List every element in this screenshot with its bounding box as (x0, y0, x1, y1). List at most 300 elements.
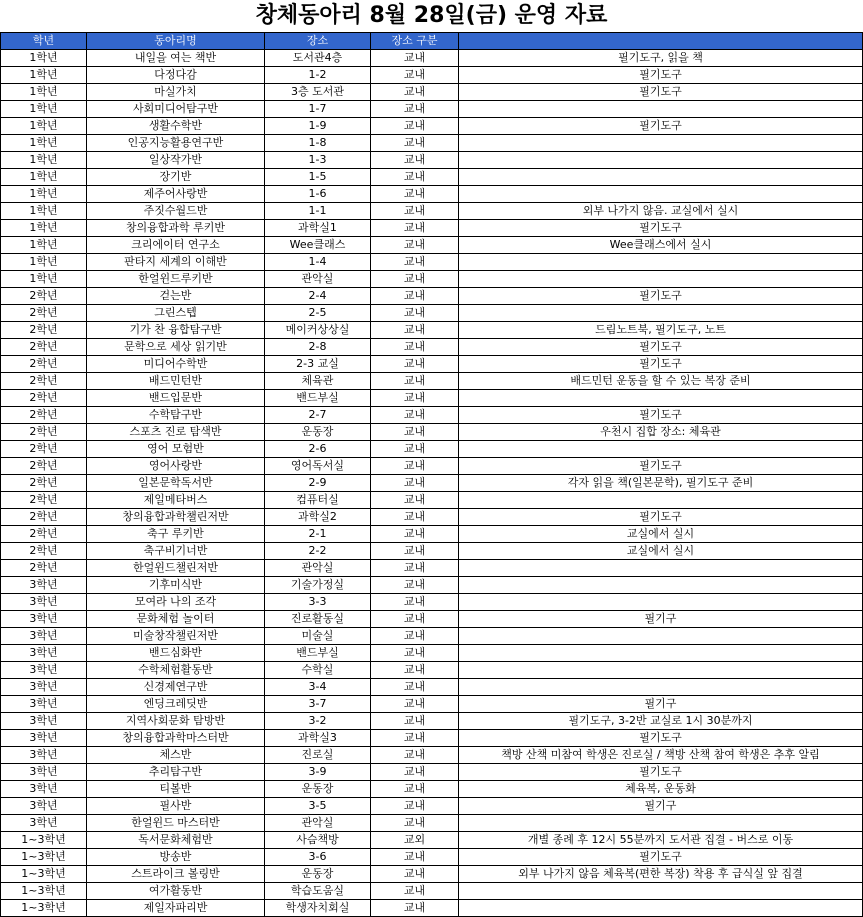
cell-notes[interactable]: 필기도구 (459, 67, 863, 84)
cell-grade[interactable]: 2학년 (1, 492, 87, 509)
table-row (1, 526, 863, 543)
cell-location[interactable]: 1-1 (265, 203, 371, 220)
cell-club-name[interactable]: 모여라 나의 조각 (87, 594, 265, 611)
cell-location-type[interactable]: 교내 (371, 764, 459, 781)
cell-club-name[interactable]: 인공지능활용연구반 (87, 135, 265, 152)
cell-notes[interactable] (459, 662, 863, 679)
cell-club-name[interactable]: 생활수학반 (87, 118, 265, 135)
cell-notes[interactable]: 드림노트북, 필기도구, 노트 (459, 322, 863, 339)
cell-grade[interactable]: 3학년 (1, 696, 87, 713)
cell-location[interactable]: 1-2 (265, 67, 371, 84)
table-row (1, 543, 863, 560)
cell-notes[interactable] (459, 679, 863, 696)
cell-location-type[interactable]: 교내 (371, 220, 459, 237)
cell-location-type[interactable]: 교내 (371, 560, 459, 577)
cell-club-name[interactable]: 마실가치 (87, 84, 265, 101)
cell-club-name[interactable]: 축구비기너반 (87, 543, 265, 560)
cell-notes[interactable]: 책방 산책 미참여 학생은 진로실 / 책방 산책 참여 학생은 추후 알림 (459, 747, 863, 764)
cell-location[interactable]: 3-4 (265, 679, 371, 696)
cell-club-name[interactable]: 밴드입문반 (87, 390, 265, 407)
cell-club-name[interactable]: 영어사랑반 (87, 458, 265, 475)
cell-notes[interactable]: 교실에서 실시 (459, 526, 863, 543)
cell-notes[interactable]: 필기도구 (459, 118, 863, 135)
cell-grade[interactable]: 3학년 (1, 815, 87, 832)
cell-club-name[interactable]: 독서문화체험반 (87, 832, 265, 849)
table-row (1, 662, 863, 679)
cell-grade[interactable]: 3학년 (1, 645, 87, 662)
cell-notes[interactable]: 필기도구 (459, 764, 863, 781)
cell-club-name[interactable]: 엔딩크레딧반 (87, 696, 265, 713)
cell-notes[interactable] (459, 254, 863, 271)
cell-grade[interactable]: 1학년 (1, 220, 87, 237)
table-row (1, 798, 863, 815)
cell-notes[interactable]: 필기도구 (459, 288, 863, 305)
cell-location-type[interactable]: 교내 (371, 203, 459, 220)
cell-notes[interactable]: 필기도구, 읽을 책 (459, 50, 863, 67)
cell-location-type[interactable]: 교내 (371, 492, 459, 509)
cell-notes[interactable]: 필기도구 (459, 458, 863, 475)
cell-club-name[interactable]: 티볼반 (87, 781, 265, 798)
cell-grade[interactable]: 1학년 (1, 237, 87, 254)
table-row (1, 560, 863, 577)
cell-club-name[interactable]: 신경제연구반 (87, 679, 265, 696)
cell-club-name[interactable]: 한얼윈드루키반 (87, 271, 265, 288)
cell-notes[interactable]: 필기도구 (459, 849, 863, 866)
cell-location-type[interactable]: 교내 (371, 271, 459, 288)
cell-club-name[interactable]: 장기반 (87, 169, 265, 186)
cell-grade[interactable]: 1학년 (1, 50, 87, 67)
cell-location[interactable]: 수학실 (265, 662, 371, 679)
cell-location-type[interactable]: 교내 (371, 713, 459, 730)
cell-location[interactable]: 3-6 (265, 849, 371, 866)
cell-location[interactable]: 운동장 (265, 866, 371, 883)
cell-location[interactable]: 밴드부실 (265, 645, 371, 662)
cell-location[interactable]: 2-7 (265, 407, 371, 424)
table-row (1, 815, 863, 832)
cell-notes[interactable] (459, 492, 863, 509)
cell-notes[interactable]: 필기도구 (459, 356, 863, 373)
cell-grade[interactable]: 2학년 (1, 509, 87, 526)
cell-grade[interactable]: 2학년 (1, 356, 87, 373)
cell-location[interactable]: 운동장 (265, 424, 371, 441)
cell-notes[interactable] (459, 135, 863, 152)
cell-grade[interactable]: 3학년 (1, 611, 87, 628)
cell-club-name[interactable]: 문화체험 놀이터 (87, 611, 265, 628)
cell-location-type[interactable]: 교내 (371, 339, 459, 356)
cell-notes[interactable]: 필기구 (459, 798, 863, 815)
cell-location[interactable]: 학생자치회실 (265, 900, 371, 917)
cell-location-type[interactable]: 교내 (371, 50, 459, 67)
table-row (1, 781, 863, 798)
cell-location[interactable]: 2-4 (265, 288, 371, 305)
cell-club-name[interactable]: 제일메타버스 (87, 492, 265, 509)
cell-location[interactable]: 관악실 (265, 815, 371, 832)
cell-location[interactable]: 2-1 (265, 526, 371, 543)
cell-grade[interactable]: 1학년 (1, 118, 87, 135)
cell-location-type[interactable]: 교내 (371, 135, 459, 152)
cell-location-type[interactable]: 교내 (371, 662, 459, 679)
cell-location-type[interactable]: 교외 (371, 832, 459, 849)
header-location-type[interactable]: 장소 구분 (371, 33, 459, 50)
cell-location-type[interactable]: 교내 (371, 424, 459, 441)
table-row (1, 441, 863, 458)
cell-location[interactable]: 1-7 (265, 101, 371, 118)
cell-location-type[interactable]: 교내 (371, 373, 459, 390)
cell-club-name[interactable]: 영어 모험반 (87, 441, 265, 458)
cell-location[interactable]: 2-9 (265, 475, 371, 492)
cell-location-type[interactable]: 교내 (371, 594, 459, 611)
cell-grade[interactable]: 2학년 (1, 339, 87, 356)
cell-location[interactable]: 3-9 (265, 764, 371, 781)
cell-location-type[interactable]: 교내 (371, 798, 459, 815)
cell-grade[interactable]: 1학년 (1, 67, 87, 84)
cell-club-name[interactable]: 제일자파리반 (87, 900, 265, 917)
cell-grade[interactable]: 1학년 (1, 254, 87, 271)
table-row (1, 186, 863, 203)
cell-notes[interactable] (459, 594, 863, 611)
table-row (1, 390, 863, 407)
cell-club-name[interactable]: 한얼윈드챌린저반 (87, 560, 265, 577)
cell-grade[interactable]: 1학년 (1, 135, 87, 152)
cell-location[interactable]: 과학실3 (265, 730, 371, 747)
cell-grade[interactable]: 1학년 (1, 152, 87, 169)
cell-location[interactable]: 2-5 (265, 305, 371, 322)
cell-grade[interactable]: 2학년 (1, 305, 87, 322)
cell-location-type[interactable]: 교내 (371, 679, 459, 696)
cell-location[interactable]: 3-5 (265, 798, 371, 815)
cell-location[interactable]: 2-6 (265, 441, 371, 458)
cell-notes[interactable] (459, 628, 863, 645)
cell-grade[interactable]: 2학년 (1, 288, 87, 305)
cell-club-name[interactable]: 창의융합과학챌린저반 (87, 509, 265, 526)
cell-location-type[interactable]: 교내 (371, 747, 459, 764)
cell-notes[interactable] (459, 560, 863, 577)
cell-location[interactable]: 학습도움실 (265, 883, 371, 900)
cell-location-type[interactable]: 교내 (371, 458, 459, 475)
cell-location-type[interactable]: 교내 (371, 322, 459, 339)
cell-location-type[interactable]: 교내 (371, 526, 459, 543)
cell-grade[interactable]: 3학년 (1, 594, 87, 611)
cell-grade[interactable]: 2학년 (1, 458, 87, 475)
cell-location[interactable]: 3-7 (265, 696, 371, 713)
table-row (1, 475, 863, 492)
cell-location-type[interactable]: 교내 (371, 152, 459, 169)
cell-location-type[interactable]: 교내 (371, 186, 459, 203)
header-row (1, 33, 863, 50)
cell-grade[interactable]: 1~3학년 (1, 883, 87, 900)
cell-grade[interactable]: 3학년 (1, 577, 87, 594)
cell-location[interactable]: Wee클래스 (265, 237, 371, 254)
cell-grade[interactable]: 3학년 (1, 730, 87, 747)
table-row (1, 509, 863, 526)
cell-location[interactable]: 진로활동실 (265, 611, 371, 628)
cell-location-type[interactable]: 교내 (371, 390, 459, 407)
cell-club-name[interactable]: 사회미디어탐구반 (87, 101, 265, 118)
cell-notes[interactable]: 필기구 (459, 611, 863, 628)
cell-notes[interactable]: 개별 종례 후 12시 55분까지 도서관 집결 - 버스로 이동 (459, 832, 863, 849)
cell-grade[interactable]: 2학년 (1, 322, 87, 339)
cell-location[interactable]: 과학실2 (265, 509, 371, 526)
table-row (1, 118, 863, 135)
cell-location-type[interactable]: 교내 (371, 611, 459, 628)
table-row (1, 407, 863, 424)
cell-notes[interactable]: 필기구 (459, 696, 863, 713)
table-row (1, 832, 863, 849)
cell-grade[interactable]: 2학년 (1, 424, 87, 441)
cell-grade[interactable]: 1학년 (1, 169, 87, 186)
cell-location[interactable]: 컴퓨터실 (265, 492, 371, 509)
cell-location[interactable]: 체육관 (265, 373, 371, 390)
cell-club-name[interactable]: 여가활동반 (87, 883, 265, 900)
cell-notes[interactable]: 필기도구 (459, 407, 863, 424)
cell-grade[interactable]: 3학년 (1, 662, 87, 679)
table-row (1, 424, 863, 441)
cell-location[interactable]: 관악실 (265, 560, 371, 577)
cell-location-type[interactable]: 교내 (371, 288, 459, 305)
cell-club-name[interactable]: 체스반 (87, 747, 265, 764)
cell-location[interactable]: 도서관4층 (265, 50, 371, 67)
cell-notes[interactable]: 필기도구, 3-2반 교실로 1시 30분까지 (459, 713, 863, 730)
cell-club-name[interactable]: 판타지 세계의 이해반 (87, 254, 265, 271)
header-notes[interactable] (459, 33, 863, 50)
table-row (1, 628, 863, 645)
table-row (1, 305, 863, 322)
cell-club-name[interactable]: 수학탐구반 (87, 407, 265, 424)
cell-club-name[interactable]: 배드민턴반 (87, 373, 265, 390)
cell-location[interactable]: 3-2 (265, 713, 371, 730)
cell-grade[interactable]: 2학년 (1, 526, 87, 543)
cell-location-type[interactable]: 교내 (371, 356, 459, 373)
cell-grade[interactable]: 1~3학년 (1, 849, 87, 866)
cell-location-type[interactable]: 교내 (371, 407, 459, 424)
cell-grade[interactable]: 3학년 (1, 713, 87, 730)
cell-notes[interactable] (459, 101, 863, 118)
cell-grade[interactable]: 1학년 (1, 84, 87, 101)
cell-notes[interactable] (459, 441, 863, 458)
table-row (1, 849, 863, 866)
cell-grade[interactable]: 1학년 (1, 101, 87, 118)
cell-grade[interactable]: 1학년 (1, 271, 87, 288)
cell-location[interactable]: 2-3 교실 (265, 356, 371, 373)
cell-location[interactable]: 사슴책방 (265, 832, 371, 849)
cell-location-type[interactable]: 교내 (371, 509, 459, 526)
cell-location-type[interactable]: 교내 (371, 849, 459, 866)
cell-location-type[interactable]: 교내 (371, 305, 459, 322)
cell-notes[interactable]: 교실에서 실시 (459, 543, 863, 560)
cell-location-type[interactable]: 교내 (371, 781, 459, 798)
cell-club-name[interactable]: 밴드심화반 (87, 645, 265, 662)
cell-notes[interactable]: 필기도구 (459, 220, 863, 237)
cell-club-name[interactable]: 창의융합과학 루키반 (87, 220, 265, 237)
cell-grade[interactable]: 1~3학년 (1, 832, 87, 849)
cell-notes[interactable] (459, 152, 863, 169)
cell-location-type[interactable]: 교내 (371, 883, 459, 900)
table-row (1, 900, 863, 917)
cell-location[interactable]: 1-3 (265, 152, 371, 169)
table-row (1, 339, 863, 356)
table-row (1, 679, 863, 696)
cell-grade[interactable]: 2학년 (1, 407, 87, 424)
cell-club-name[interactable]: 추리탐구반 (87, 764, 265, 781)
cell-grade[interactable]: 3학년 (1, 764, 87, 781)
table-row (1, 152, 863, 169)
cell-location[interactable]: 3층 도서관 (265, 84, 371, 101)
cell-location[interactable]: 기술가정실 (265, 577, 371, 594)
header-grade[interactable]: 학년 (1, 33, 87, 50)
cell-notes[interactable]: 우천시 집합 장소: 체육관 (459, 424, 863, 441)
table-row (1, 373, 863, 390)
cell-location[interactable]: 진로실 (265, 747, 371, 764)
cell-club-name[interactable]: 방송반 (87, 849, 265, 866)
table-row (1, 322, 863, 339)
cell-club-name[interactable]: 그린스텝 (87, 305, 265, 322)
cell-notes[interactable]: 필기도구 (459, 339, 863, 356)
cell-location-type[interactable]: 교내 (371, 866, 459, 883)
cell-club-name[interactable]: 축구 루키반 (87, 526, 265, 543)
cell-location-type[interactable]: 교내 (371, 254, 459, 271)
cell-notes[interactable] (459, 645, 863, 662)
cell-grade[interactable]: 1~3학년 (1, 900, 87, 917)
cell-notes[interactable]: 각자 읽을 책(일본문학), 필기도구 준비 (459, 475, 863, 492)
cell-club-name[interactable]: 창의융합과학마스터반 (87, 730, 265, 747)
cell-club-name[interactable]: 내일을 여는 책반 (87, 50, 265, 67)
cell-notes[interactable] (459, 271, 863, 288)
cell-club-name[interactable]: 수학체험활동반 (87, 662, 265, 679)
cell-notes[interactable] (459, 577, 863, 594)
cell-location-type[interactable]: 교내 (371, 900, 459, 917)
cell-location-type[interactable]: 교내 (371, 84, 459, 101)
cell-notes[interactable] (459, 169, 863, 186)
table-row (1, 696, 863, 713)
cell-location[interactable]: 관악실 (265, 271, 371, 288)
cell-location-type[interactable]: 교내 (371, 543, 459, 560)
cell-grade[interactable]: 3학년 (1, 747, 87, 764)
cell-notes[interactable] (459, 900, 863, 917)
cell-grade[interactable]: 2학년 (1, 373, 87, 390)
cell-club-name[interactable]: 걷는반 (87, 288, 265, 305)
cell-location-type[interactable]: 교내 (371, 730, 459, 747)
cell-location-type[interactable]: 교내 (371, 67, 459, 84)
cell-notes[interactable]: 필기도구 (459, 730, 863, 747)
cell-grade[interactable]: 2학년 (1, 475, 87, 492)
cell-location[interactable]: 2-2 (265, 543, 371, 560)
cell-notes[interactable]: 체육복, 운동화 (459, 781, 863, 798)
table-row (1, 594, 863, 611)
cell-location[interactable]: 밴드부실 (265, 390, 371, 407)
cell-notes[interactable]: 필기도구 (459, 84, 863, 101)
cell-club-name[interactable]: 스포츠 진로 탐색반 (87, 424, 265, 441)
cell-location[interactable]: 1-5 (265, 169, 371, 186)
club-table (0, 32, 863, 917)
cell-grade[interactable]: 3학년 (1, 628, 87, 645)
cell-notes[interactable] (459, 186, 863, 203)
cell-club-name[interactable]: 주짓수월드반 (87, 203, 265, 220)
cell-club-name[interactable]: 한얼윈드 마스터반 (87, 815, 265, 832)
cell-notes[interactable] (459, 815, 863, 832)
cell-location[interactable]: 2-8 (265, 339, 371, 356)
cell-grade[interactable]: 1~3학년 (1, 866, 87, 883)
cell-location-type[interactable]: 교내 (371, 577, 459, 594)
cell-club-name[interactable]: 미디어수학반 (87, 356, 265, 373)
cell-notes[interactable]: 외부 나가지 않음. 교실에서 실시 (459, 203, 863, 220)
table-row (1, 713, 863, 730)
cell-club-name[interactable]: 지역사회문화 탐방반 (87, 713, 265, 730)
cell-club-name[interactable]: 일상작가반 (87, 152, 265, 169)
cell-location[interactable]: 운동장 (265, 781, 371, 798)
cell-grade[interactable]: 1학년 (1, 186, 87, 203)
cell-location[interactable]: 1-4 (265, 254, 371, 271)
table-row (1, 458, 863, 475)
cell-location-type[interactable]: 교내 (371, 169, 459, 186)
cell-notes[interactable]: 필기도구 (459, 509, 863, 526)
cell-location[interactable]: 3-3 (265, 594, 371, 611)
cell-location-type[interactable]: 교내 (371, 441, 459, 458)
cell-location-type[interactable]: 교내 (371, 101, 459, 118)
cell-location[interactable]: 1-6 (265, 186, 371, 203)
cell-location[interactable]: 1-8 (265, 135, 371, 152)
cell-club-name[interactable]: 미술창작챌린저반 (87, 628, 265, 645)
cell-club-name[interactable]: 문학으로 세상 읽기반 (87, 339, 265, 356)
cell-notes[interactable]: 배드민턴 운동을 할 수 있는 복장 준비 (459, 373, 863, 390)
cell-notes[interactable] (459, 883, 863, 900)
cell-location[interactable]: 과학실1 (265, 220, 371, 237)
cell-club-name[interactable]: 기가 찬 융합탐구반 (87, 322, 265, 339)
cell-location[interactable]: 미술실 (265, 628, 371, 645)
cell-club-name[interactable]: 제주어사랑반 (87, 186, 265, 203)
cell-location[interactable]: 1-9 (265, 118, 371, 135)
page-title: 창체동아리 8월 28일(금) 운영 자료 (0, 0, 863, 32)
table-row (1, 220, 863, 237)
cell-location-type[interactable]: 교내 (371, 118, 459, 135)
cell-location[interactable]: 메이커상상실 (265, 322, 371, 339)
cell-grade[interactable]: 2학년 (1, 543, 87, 560)
cell-location[interactable]: 영어독서실 (265, 458, 371, 475)
table-row (1, 237, 863, 254)
cell-grade[interactable]: 1학년 (1, 203, 87, 220)
cell-club-name[interactable]: 다정다감 (87, 67, 265, 84)
cell-location-type[interactable]: 교내 (371, 815, 459, 832)
cell-notes[interactable] (459, 305, 863, 322)
cell-location-type[interactable]: 교내 (371, 696, 459, 713)
header-club-name[interactable]: 동아리명 (87, 33, 265, 50)
cell-notes[interactable]: Wee클래스에서 실시 (459, 237, 863, 254)
cell-location-type[interactable]: 교내 (371, 475, 459, 492)
table-row (1, 492, 863, 509)
header-location[interactable]: 장소 (265, 33, 371, 50)
cell-grade[interactable]: 3학년 (1, 679, 87, 696)
cell-club-name[interactable]: 기후미식반 (87, 577, 265, 594)
table-row (1, 577, 863, 594)
cell-club-name[interactable]: 일본문학독서반 (87, 475, 265, 492)
cell-grade[interactable]: 3학년 (1, 781, 87, 798)
table-row (1, 645, 863, 662)
cell-club-name[interactable]: 스트라이크 볼링반 (87, 866, 265, 883)
cell-grade[interactable]: 2학년 (1, 390, 87, 407)
cell-location-type[interactable]: 교내 (371, 237, 459, 254)
cell-location-type[interactable]: 교내 (371, 628, 459, 645)
table-row (1, 866, 863, 883)
table-row (1, 203, 863, 220)
cell-grade[interactable]: 2학년 (1, 441, 87, 458)
cell-club-name[interactable]: 크리에이터 연구소 (87, 237, 265, 254)
cell-grade[interactable]: 3학년 (1, 798, 87, 815)
cell-notes[interactable]: 외부 나가지 않음 체육복(편한 복장) 착용 후 급식실 앞 집결 (459, 866, 863, 883)
cell-grade[interactable]: 2학년 (1, 560, 87, 577)
table-row (1, 747, 863, 764)
cell-location-type[interactable]: 교내 (371, 645, 459, 662)
cell-notes[interactable] (459, 390, 863, 407)
cell-club-name[interactable]: 필사반 (87, 798, 265, 815)
